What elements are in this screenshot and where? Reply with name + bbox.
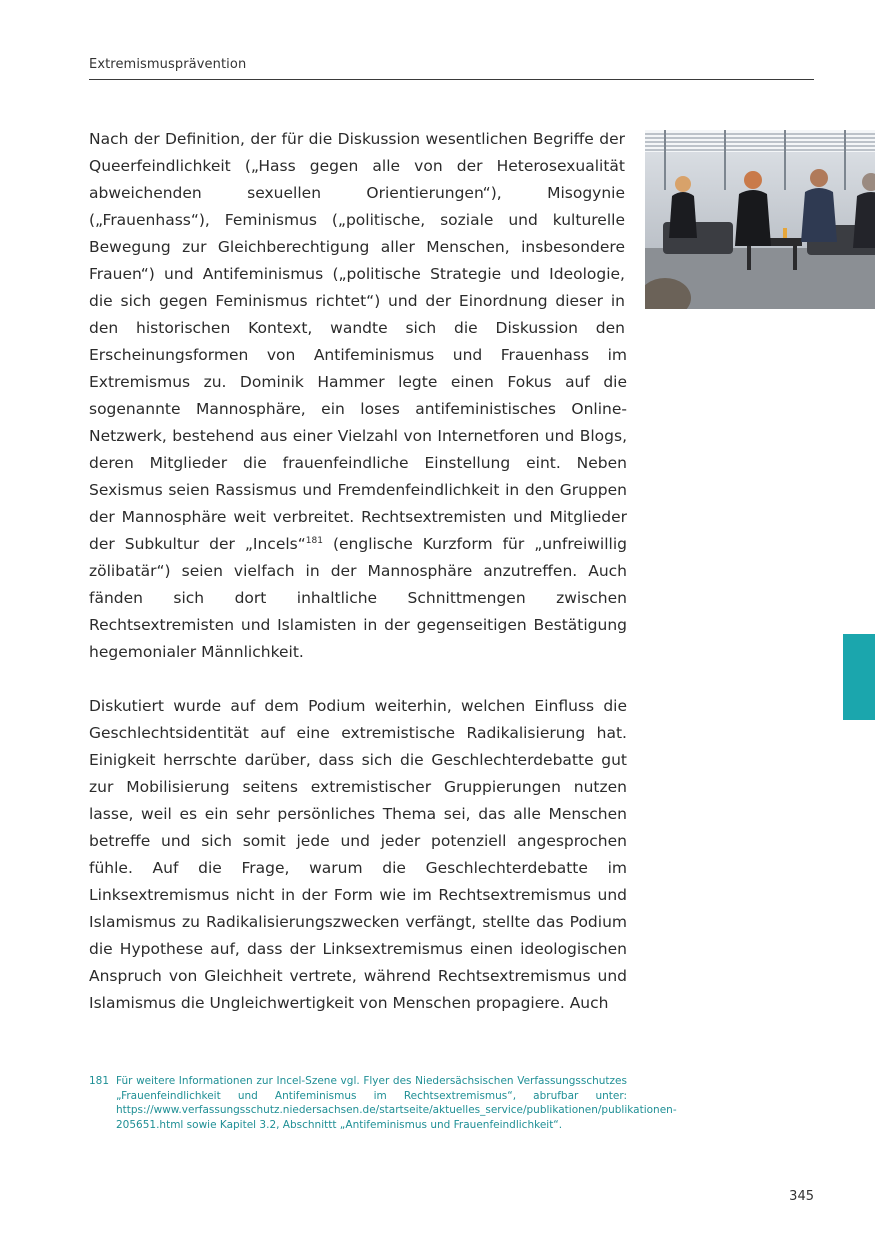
- running-header: [89, 57, 814, 80]
- panel-discussion-photo-icon: [645, 130, 875, 309]
- panel-discussion-photo: [645, 130, 875, 309]
- footnote-reference[interactable]: 181: [305, 536, 323, 546]
- header-title: Extremismusprävention: [89, 57, 247, 72]
- paragraph-1-text-b: (englische Kurzform für „unfreiwillig zölibatär“) seien vielfach in der Mannosphäre anzutreffen. Auch fänden sich dort inhaltliche Schnittmengen zwischen Rechtsextremisten und Islamisten in der gegenseitigen Bestätigung hegemonialer Männlichkeit.: [89, 535, 627, 661]
- footnote-181: [89, 1074, 677, 1132]
- paragraph-2: Diskutiert wurde auf dem Podium weiterhin, welchen Einfluss die Geschlechtsidentität auf eine extremistische Radikalisierung hat. Einigkeit herrschte darüber, dass sich die Geschlechterdebatte gut zur Mobilisierung seitens extremistischer Gruppierungen nutzen lasse, weil es ein sehr persönliches Thema sei, das alle Menschen betreffe und sich somit jede und jeder potenziell angesprochen fühle. Auf die Frage, warum die Geschlechterdebatte im Linksextremismus nicht in der Form wie im Rechtsextremismus und Islamismus zu Radikalisierungszwecken verfängt, stellte das Podium die Hypothese auf, dass der Linksextremismus einen ideologischen Anspruch von Gleichheit vertrete, während Rechtsextremismus und Islamismus die Ungleichwertigkeit von Menschen propagiere. Auch: [89, 697, 627, 1012]
- page-number: 345: [789, 1189, 814, 1204]
- chapter-thumb-tab: [843, 634, 875, 720]
- footnote-text: Für weitere Informationen zur Incel-Szene vgl. Flyer des Niedersächsischen Verfassungsschutzes „Frauenfeindlichkeit und Antifeminismus im Rechtsextremismus“, abrufbar unter: https://www.verfassungsschutz.niedersachsen.de/startseite/aktuelles_service/publikationen/publikationen-205651.html sowie Kapitel 3.2, Abschnittt „Antifeminismus und Frauenfeindlichkeit“.: [116, 1075, 677, 1131]
- main-text: [89, 126, 627, 1017]
- paragraph-1: [89, 126, 627, 666]
- footnote-number: 181: [89, 1075, 110, 1087]
- paragraph-1-text-a: Nach der Definition, der für die Diskussion wesentlichen Begriffe der Queerfeindlichkeit („Hass gegen alle von der Heterosexualität abweichenden sexuellen Orientierungen“), Misogynie („Frauenhass“), Feminismus („politische, soziale und kulturelle Bewegung zur Gleichberechtigung aller Menschen, insbesondere Frauen“) und Antifeminismus („politische Strategie und Ideologie, die sich gegen Feminismus richtet“) und der Einordnung dieser in den historischen Kontext, wandte sich die Diskussion den Erscheinungsformen von Antifeminismus und Frauenhass im Extremismus zu. Dominik Hammer legte einen Fokus auf die sogenannte Mannosphäre, ein loses antifeministisches Online-Netzwerk, bestehend aus einer Vielzahl von Internetforen und Blogs, deren Mitglieder die frauenfeindliche Einstellung eint. Neben Sexismus seien Rassismus und Fremdenfeindlichkeit in den Gruppen der Mannosphäre weit verbreitet. Rechtsextremisten und Mitglieder der Subkultur der „Incels“: [89, 130, 627, 553]
